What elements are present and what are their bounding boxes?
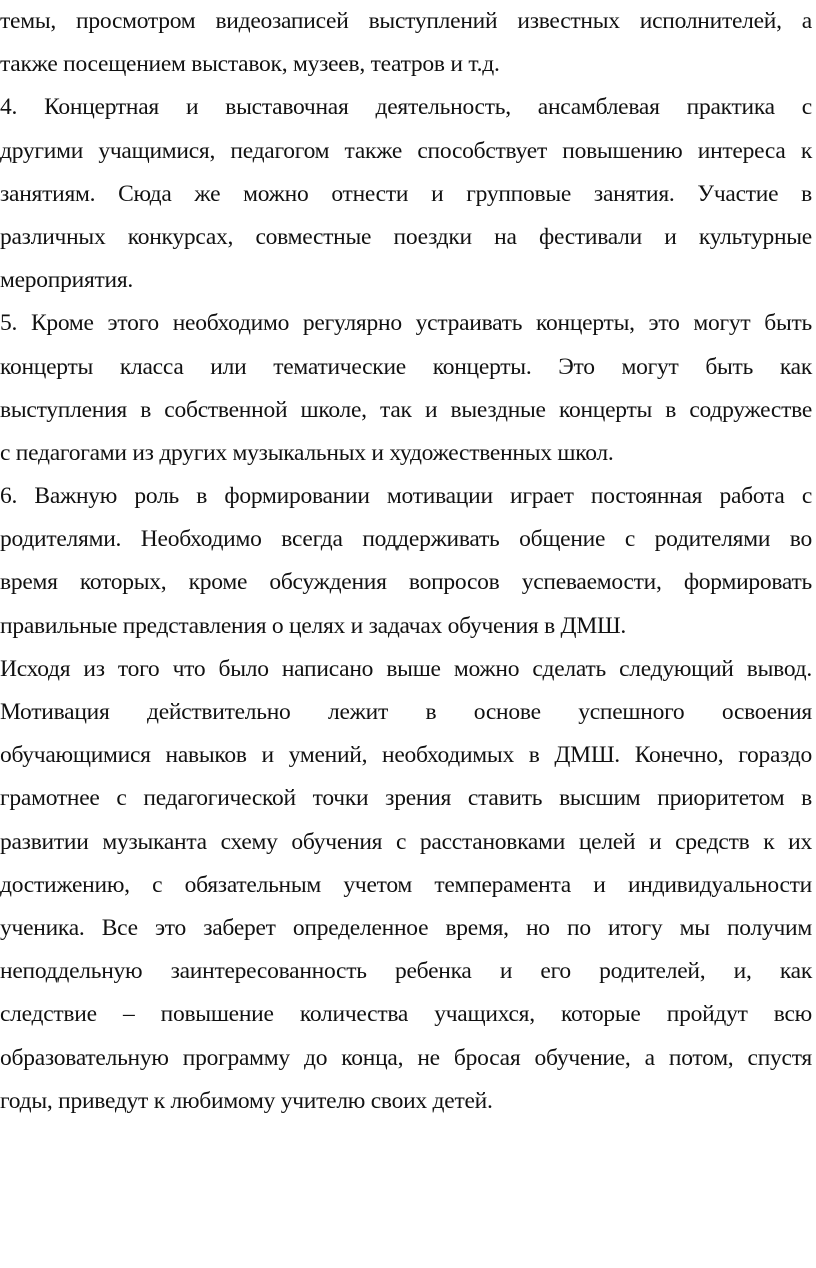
text-line: Исходя из того что было написано выше можно сделать следующий вывод. bbox=[0, 655, 812, 682]
text-line: годы, приведут к любимому учителю своих детей. bbox=[0, 1087, 493, 1114]
text-line: мероприятия. bbox=[0, 267, 134, 294]
text-line: 4. Концертная и выставочная деятельность, ансамблевая практика с bbox=[0, 94, 812, 121]
text-line: концерты класса или тематические концерты. Это могут быть как bbox=[0, 353, 812, 380]
text-line: следствие – повышение количества учащихся, которые пройдут всю bbox=[0, 1001, 812, 1028]
text-line: неподдельную заинтересованность ребенка и его родителей, и, как bbox=[0, 958, 812, 985]
text-line: занятиям. Сюда же можно отнести и групповые занятия. Участие в bbox=[0, 180, 812, 207]
text-line: грамотнее с педагогической точки зрения ставить высшим приоритетом в bbox=[0, 785, 812, 812]
text-line: с педагогами из других музыкальных и художественных школ. bbox=[0, 439, 614, 466]
text-line: выступления в собственной школе, так и выездные концерты в содружестве bbox=[0, 396, 812, 423]
text-line: Мотивация действительно лежит в основе успешного освоения bbox=[0, 699, 812, 725]
text-line: развитии музыканта схему обучения с расстановками целей и средств к их bbox=[0, 828, 812, 855]
text-line: другими учащимися, педагогом также способствует повышению интереса к bbox=[0, 137, 812, 164]
text-line: образовательную программу до конца, не бросая обучение, а потом, спустя bbox=[0, 1044, 812, 1071]
text-line: обучающимися навыков и умений, необходимых в ДМШ. Конечно, гораздо bbox=[0, 742, 812, 769]
text-line: достижению, с обязательным учетом темперамента и индивидуальности bbox=[0, 871, 812, 898]
text-line: 6. Важную роль в формировании мотивации играет постоянная работа с bbox=[0, 483, 812, 510]
text-line: различных конкурсах, совместные поездки на фестивали и культурные bbox=[0, 223, 812, 250]
text-line: также посещением выставок, музеев, театров и т.д. bbox=[0, 51, 500, 78]
text-line: время которых, кроме обсуждения вопросов успеваемости, формировать bbox=[0, 569, 812, 596]
text-line: темы, просмотром видеозаписей выступлений известных исполнителей, а bbox=[0, 8, 812, 34]
text-line: правильные представления о целях и задачах обучения в ДМШ. bbox=[0, 612, 627, 639]
text-line: ученика. Все это заберет определенное время, но по итогу мы получим bbox=[0, 914, 812, 941]
text-line: 5. Кроме этого необходимо регулярно устраивать концерты, это могут быть bbox=[0, 310, 812, 337]
text-line: родителями. Необходимо всегда поддерживать общение с родителями во bbox=[0, 526, 812, 553]
